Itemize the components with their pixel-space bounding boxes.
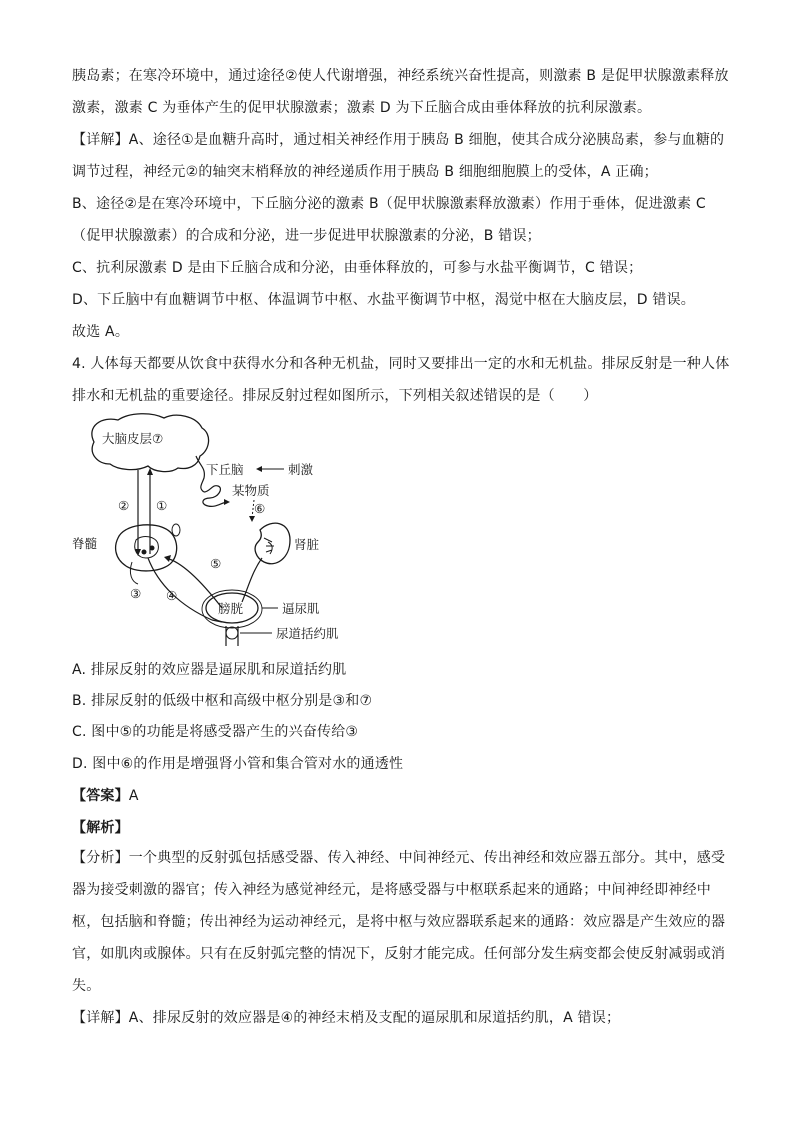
neuron-body [142,550,147,555]
stimulus-label: 刺激 [288,462,314,477]
question-stem: 4. 人体每天都要从饮食中获得水分和各种无机盐，同时又要排出一定的水和无机盐。排尿反射是一种人体 [72,356,730,372]
option-d: D. 图中⑥的作用是增强肾小管和集合管对水的通透性 [72,756,404,772]
option-b: B. 排尿反射的低级中枢和高级中枢分别是③和⑦ [72,693,373,709]
answer-value: A [128,788,139,804]
detail-line: 【详解】A、排尿反射的效应器是④的神经末梢及支配的逼尿肌和尿道括约肌，A 错误； [72,1010,621,1026]
sphincter-ring [226,627,238,639]
spinal-cord-label: 脊髓 [72,536,98,551]
neuron-body [150,546,155,551]
option-c: C. 图中⑤的功能是将感受器产生的兴奋传给③ [72,724,359,740]
diagram-svg [72,412,372,652]
label-3: ③ [130,586,142,601]
urination-reflex-diagram [72,412,372,652]
paragraph-line: 调节过程，神经元②的轴突末梢释放的神经递质作用于胰岛 B 细胞细胞膜上的受体，A 正确； [72,164,658,180]
spinal-cord-shape [116,525,177,571]
substance-label: 某物质 [232,483,270,498]
analysis-line: 【分析】一个典型的反射弧包括感受器、传入神经、中间神经元、传出神经和效应器五部分。其中，感受 [72,850,726,866]
option-a: A. 排尿反射的效应器是逼尿肌和尿道括约肌 [72,662,347,678]
question-stem: 排水和无机盐的重要途径。排尿反射过程如图所示，下列相关叙述错误的是（ ） [72,388,598,404]
answer-label: 【答案】 [72,788,129,804]
label-5: ⑤ [210,556,222,571]
paragraph-line: B、途径②是在寒冷环境中，下丘脑分泌的激素 B（促甲状腺激素释放激素）作用于垂体，促进激素 C [72,196,706,212]
sphincter-label: 尿道括约肌 [276,626,339,641]
cerebral-cortex-label: 大脑皮层⑦ [102,431,164,446]
hormone-arrowhead [249,516,255,522]
label-2: ② [118,498,130,513]
paragraph-line: C、抗利尿激素 D 是由下丘脑合成和分泌，由垂体释放的，可参与水盐平衡调节，C 错误； [72,260,643,276]
detrusor-label: 逼尿肌 [282,601,320,616]
kidney-pelvis [264,538,274,554]
analysis-line: 枢，包括脑和脊髓；传出神经为运动神经元，是将中枢与效应器联系起来的通路：效应器是产生效应的器 [72,914,726,930]
answer-line [72,786,732,806]
paragraph-line: 胰岛素；在寒冷环境中，通过途径②使人代谢增强，神经系统兴奋性提高，则激素 B 是促甲状腺激素释放 [72,68,729,84]
analysis-line: 官，如肌肉或腺体。只有在反射弧完整的情况下，反射才能完成。任何部分发生病变都会使反射减弱或消 [72,946,726,962]
stimulus-arrowhead [256,466,262,472]
label-1: ① [156,498,168,513]
paragraph-line: D、下丘脑中有血糖调节中枢、体温调节中枢、水盐平衡调节中枢，渴觉中枢在大脑皮层，D 错误。 [72,292,696,308]
label-4: ④ [166,588,178,603]
paragraph-line: 故选 A。 [72,324,130,340]
analysis-line: 器为接受刺激的器官；传入神经为感觉神经元，是将感受器与中枢联系起来的通路；中间神经即神经中 [72,882,711,898]
analysis-header: 【解析】 [72,820,129,836]
nerve-3 [130,562,138,584]
kidney-shape [255,523,290,564]
dorsal-ganglion [172,524,180,536]
bladder-label: 膀胱 [218,601,244,616]
kidney-label: 肾脏 [294,537,320,552]
label-6: ⑥ [254,501,266,516]
substance-arrowhead [224,499,230,505]
hypothalamus-label: 下丘脑 [206,462,244,477]
paragraph-line: 【详解】A、途径①是血糖升高时，通过相关神经作用于胰岛 B 细胞，使其合成分泌胰岛素，参与血糖的 [72,132,725,148]
analysis-line: 失。 [72,978,101,994]
paragraph-line: （促甲状腺激素）的合成和分泌，进一步促进甲状腺激素的分泌，B 错误； [72,228,541,244]
pathway-5-arrowhead [164,555,171,562]
paragraph-line: 激素，激素 C 为垂体产生的促甲状腺激素；激素 D 为下丘脑合成由垂体释放的抗利尿激素。 [72,100,652,116]
